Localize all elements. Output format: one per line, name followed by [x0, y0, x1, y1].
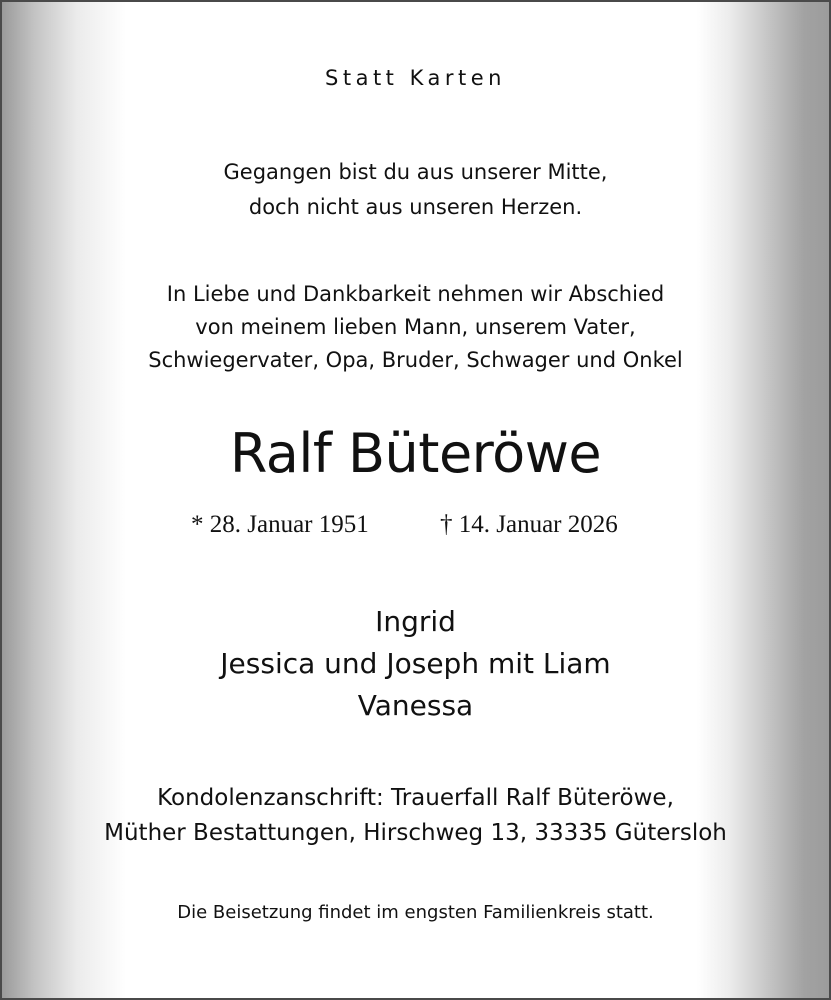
mourner-name: Jessica und Joseph mit Liam: [220, 647, 611, 680]
header-statt-karten: Statt Karten: [325, 66, 506, 90]
quote-line: Gegangen bist du aus unserer Mitte,: [223, 160, 608, 184]
farewell-text: [2, 278, 829, 377]
mourners-list: [2, 601, 829, 727]
quote-line: doch nicht aus unseren Herzen.: [248, 195, 583, 219]
death-date: † 14. Januar 2026: [440, 511, 618, 538]
farewell-line: von meinem lieben Mann, unserem Vater,: [195, 315, 636, 339]
birth-date: * 28. Januar 1951: [191, 511, 369, 538]
mourner-name: Vanessa: [357, 689, 474, 722]
quote-text: [2, 155, 829, 225]
burial-note: Die Beisetzung findet im engsten Familienkreis statt.: [177, 902, 654, 923]
condolence-line: Kondolenzanschrift: Trauerfall Ralf Büteröwe,: [157, 785, 674, 811]
deceased-name: Ralf Büteröwe: [229, 422, 602, 485]
farewell-line: Schwiegervater, Opa, Bruder, Schwager und Onkel: [148, 348, 683, 372]
condolence-address: [2, 781, 829, 851]
mourner-name: Ingrid: [375, 605, 456, 638]
farewell-line: In Liebe und Dankbarkeit nehmen wir Abschied: [166, 282, 665, 306]
condolence-line: Müther Bestattungen, Hirschweg 13, 33335 Gütersloh: [104, 820, 727, 846]
